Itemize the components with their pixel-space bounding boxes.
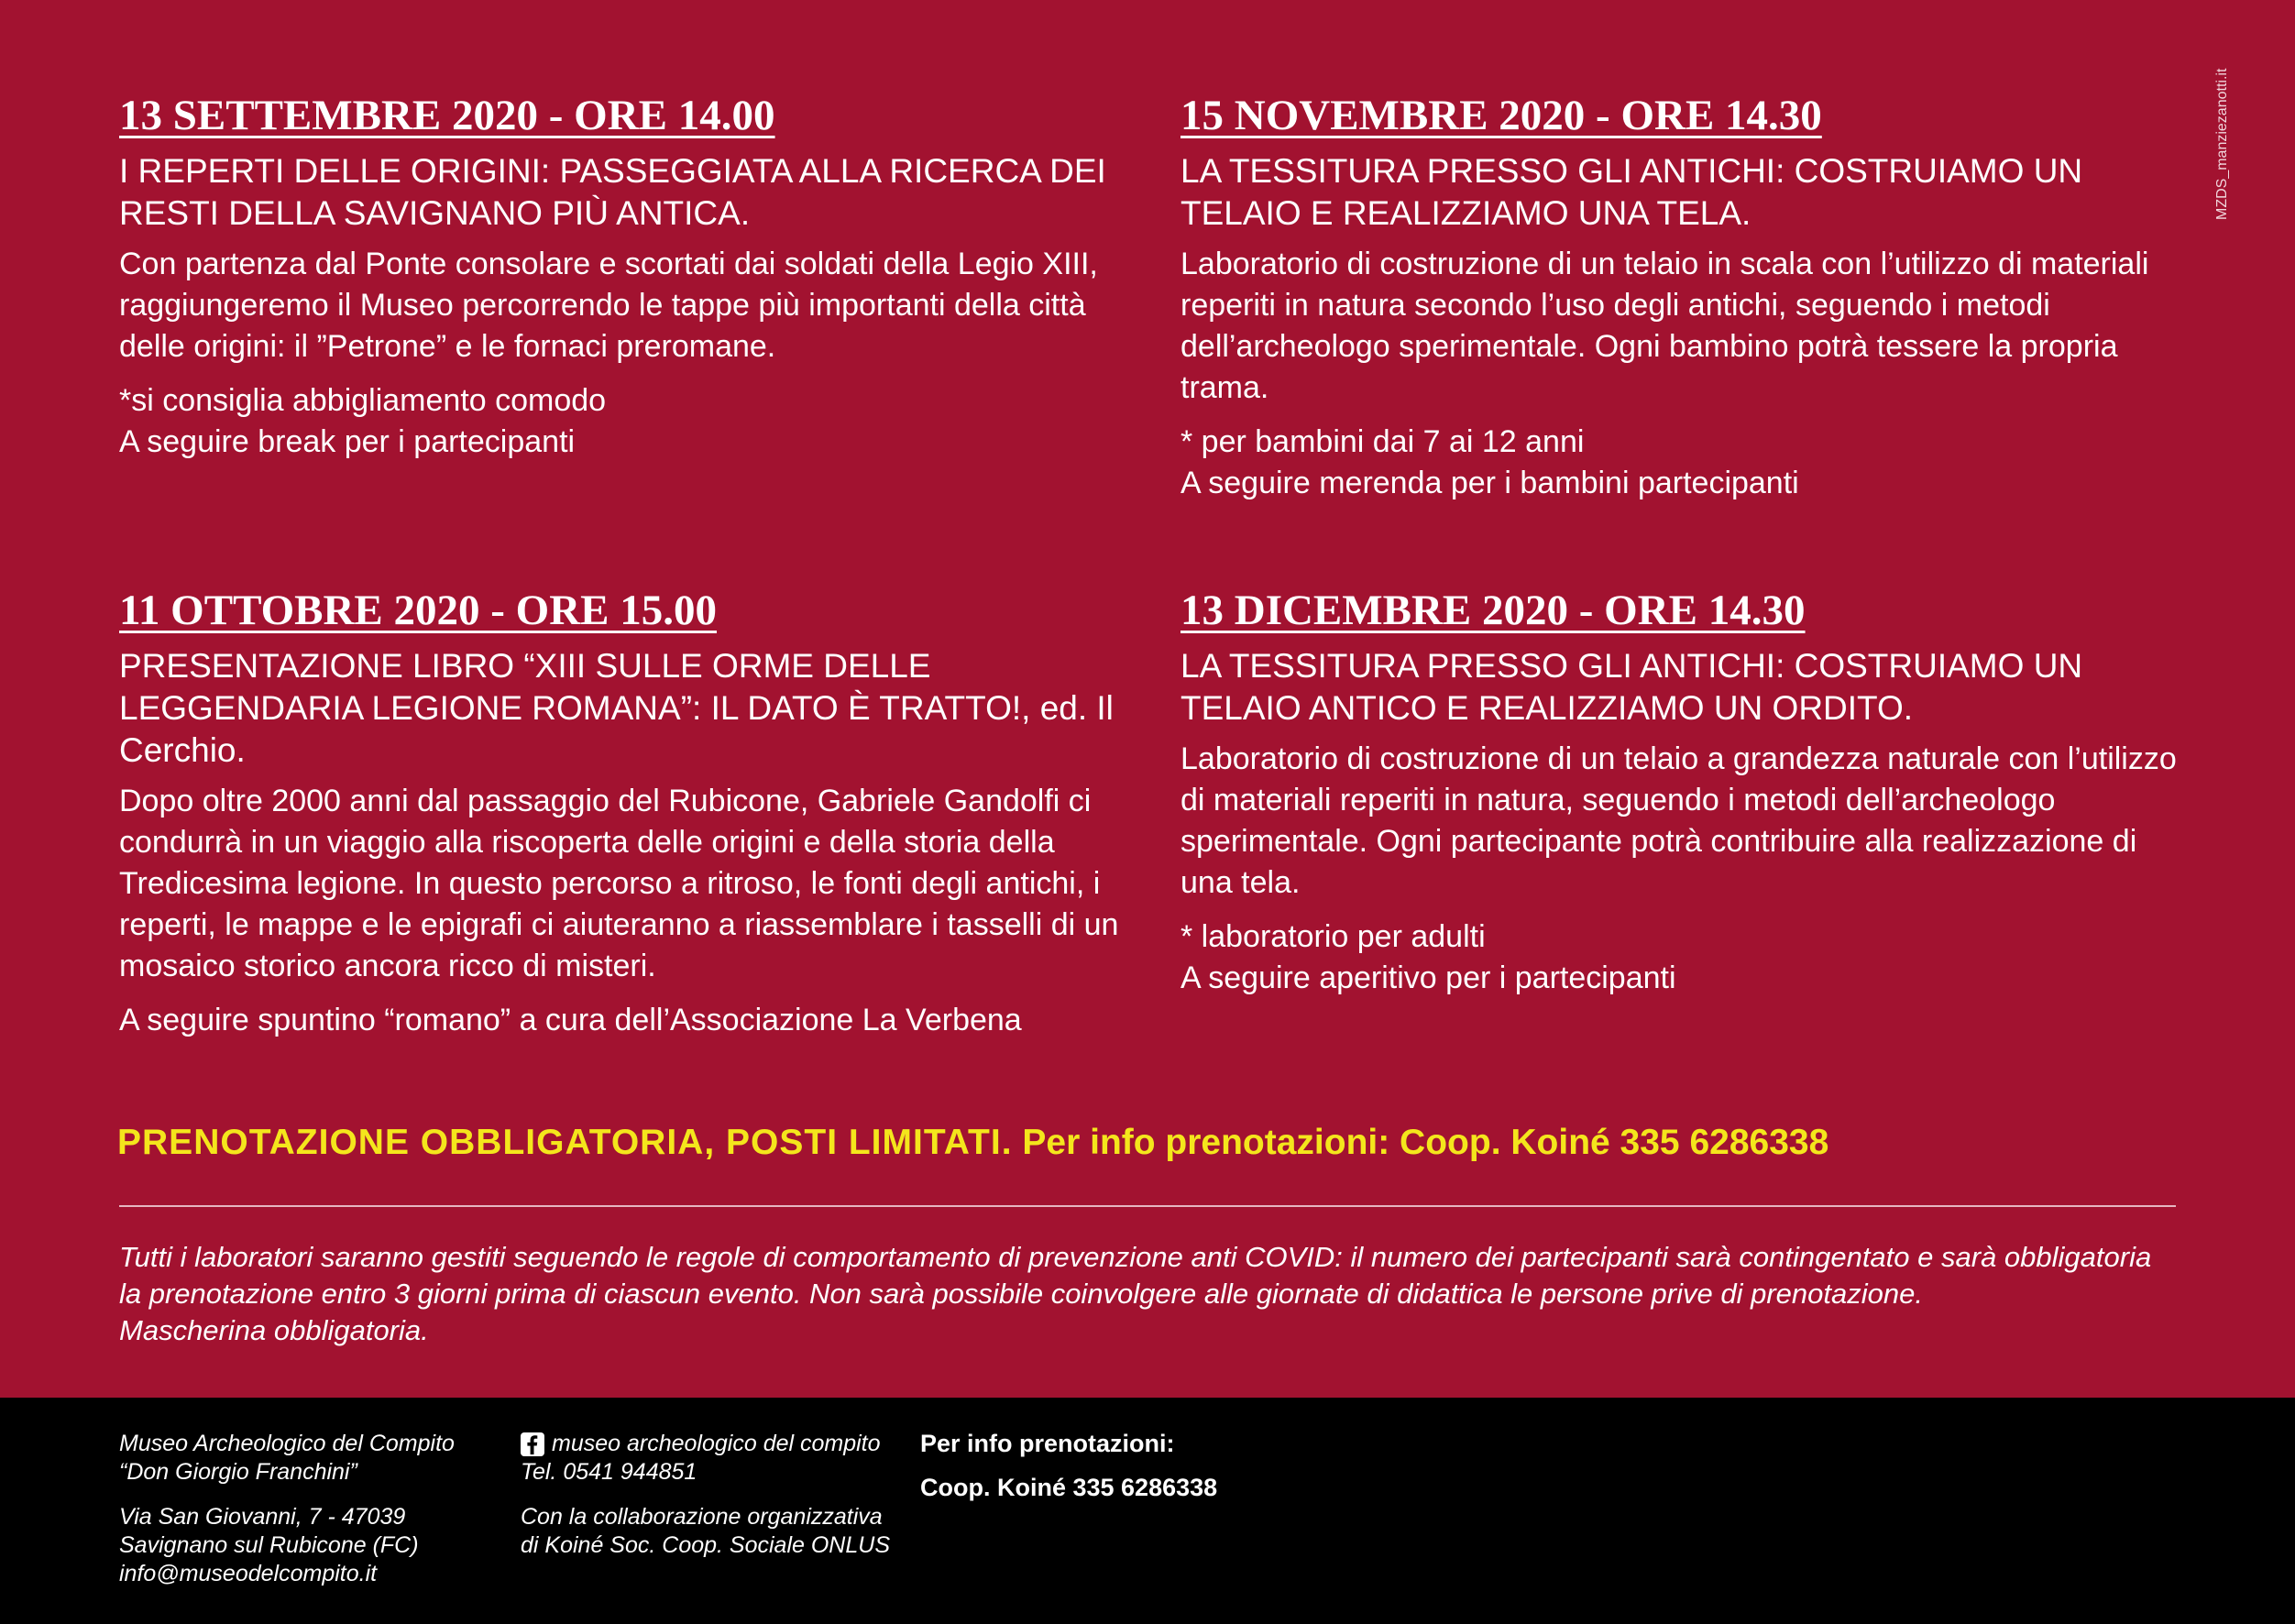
divider [119,1205,2176,1207]
event-description: Laboratorio di costruzione di un telaio a grandezza naturale con l’utilizzo di materiali reperiti in natura, seguendo i metodi dell’archeologo sperimentale. Ogni partecipante potrà contribuire alla realizzazione di una tela. [1180,741,2177,900]
event-notes [119,380,1127,463]
facebook-icon [521,1432,544,1456]
collaboration-note [521,1503,890,1560]
event-note: * per bambini dai 7 ai 12 anni [1180,424,1585,459]
event-title: LA TESSITURA PRESSO GLI ANTICHI: COSTRUIAMO UN TELAIO ANTICO E REALIZZIAMO UN ORDITO. [1180,647,2083,727]
event-notes [1180,916,2189,999]
address-line: Savignano sul Rubicone (FC) [119,1532,419,1558]
reservation-banner [117,1120,2189,1166]
reservation-lead: PRENOTAZIONE OBBLIGATORIA, POSTI LIMITATI. [117,1123,1013,1162]
event-note: A seguire aperitivo per i partecipanti [1180,960,1676,995]
facebook-label: museo archeologico del compito [552,1431,881,1456]
designer-credit-text: MZDS_manziezanotti.it [2214,68,2230,220]
reservation-info: Per info prenotazioni: Coop. Koiné 335 6286338 [1022,1123,1829,1162]
museum-name-line: “Don Giorgio Franchini” [119,1459,357,1485]
address-line: Via San Giovanni, 7 - 47039 [119,1504,406,1530]
event-notes [1180,422,2189,504]
museum-name-line: Museo Archeologico del Compito [119,1431,455,1456]
email-link[interactable]: info@museodelcompito.it [119,1561,378,1586]
event-block [119,585,1127,1041]
event-date: 11 OTTOBRE 2020 - ORE 15.00 [119,587,718,634]
event-description: Dopo oltre 2000 anni dal passaggio del Rubicone, Gabriele Gandolfi ci condurrà in un viaggio alla riscoperta delle origini e della storia della Tredicesima legione. In questo percorso a ritroso, le fonti degli antichi, i reperti, le mappe e le epigrafi ci aiuteranno a riassemblare i tasselli di un mosaico storico ancora ricco di misteri. [119,784,1119,983]
footer-booking [920,1425,1217,1506]
covid-line: Tutti i laboratori saranno gestiti seguendo le regole di comportamento di prevenzione anti COVID: il numero dei partecipanti sarà contingentato e sarà obbligatoria [119,1241,2152,1273]
covid-notice [119,1239,2191,1349]
event-description: Con partenza dal Ponte consolare e scortati dai soldati della Legio XIII, raggiungeremo il Museo percorrendo le tappe più importanti della città delle origini: il ”Petrone” e le fornaci preromane. [119,247,1098,364]
phone-number: Tel. 0541 944851 [521,1459,697,1485]
museum-address [119,1503,455,1588]
contact-block [521,1430,890,1487]
booking-contact: Coop. Koiné 335 6286338 [920,1474,1218,1501]
footer [0,1398,2295,1624]
footer-contacts [521,1430,890,1560]
event-date: 13 DICEMBRE 2020 - ORE 14.30 [1180,587,1806,634]
event-description: Laboratorio di costruzione di un telaio in scala con l’utilizzo di materiali reperiti in natura secondo l’uso degli antichi, seguendo i metodi dell’archeologo sperimentale. Ogni bambino potrà tessere la propria trama. [1180,247,2149,405]
event-note: *si consiglia abbigliamento comodo [119,383,607,418]
event-note: A seguire spuntino “romano” a cura dell’Associazione La Verbena [119,1003,1022,1037]
covid-line: la prenotazione entro 3 giorni prima di ciascun evento. Non sarà possibile coinvolgere alle giornate di didattica le persone prive di prenotazione. [119,1278,1923,1310]
footer-museum [119,1430,455,1588]
event-title: LA TESSITURA PRESSO GLI ANTICHI: COSTRUIAMO UN TELAIO E REALIZZIAMO UNA TELA. [1180,152,2083,232]
museum-name [119,1430,455,1487]
collaboration-line: di Koiné Soc. Coop. Sociale ONLUS [521,1532,890,1558]
event-block [119,90,1127,463]
event-note: A seguire merenda per i bambini partecipanti [1180,466,1799,500]
event-title: PRESENTAZIONE LIBRO “XIII SULLE ORME DELLE LEGGENDARIA LEGIONE ROMANA”: IL DATO È TRATTO!, ed. Il Cerchio. [119,647,1114,769]
event-date: 15 NOVEMBRE 2020 - ORE 14.30 [1180,92,1822,139]
event-block [1180,90,2189,504]
facebook-link[interactable] [521,1430,890,1458]
event-block [1180,585,2189,999]
booking-label: Per info prenotazioni: [920,1430,1175,1457]
event-notes [119,1000,1127,1041]
event-title: I REPERTI DELLE ORIGINI: PASSEGGIATA ALLA RICERCA DEI RESTI DELLA SAVIGNANO PIÙ ANTICA. [119,152,1106,232]
event-note: A seguire break per i partecipanti [119,424,576,459]
covid-line: Mascherina obbligatoria. [119,1314,429,1346]
collaboration-line: Con la collaborazione organizzativa [521,1504,883,1530]
event-note: * laboratorio per adulti [1180,919,1486,954]
event-date: 13 SETTEMBRE 2020 - ORE 14.00 [119,92,775,139]
designer-credit [2214,55,2242,229]
